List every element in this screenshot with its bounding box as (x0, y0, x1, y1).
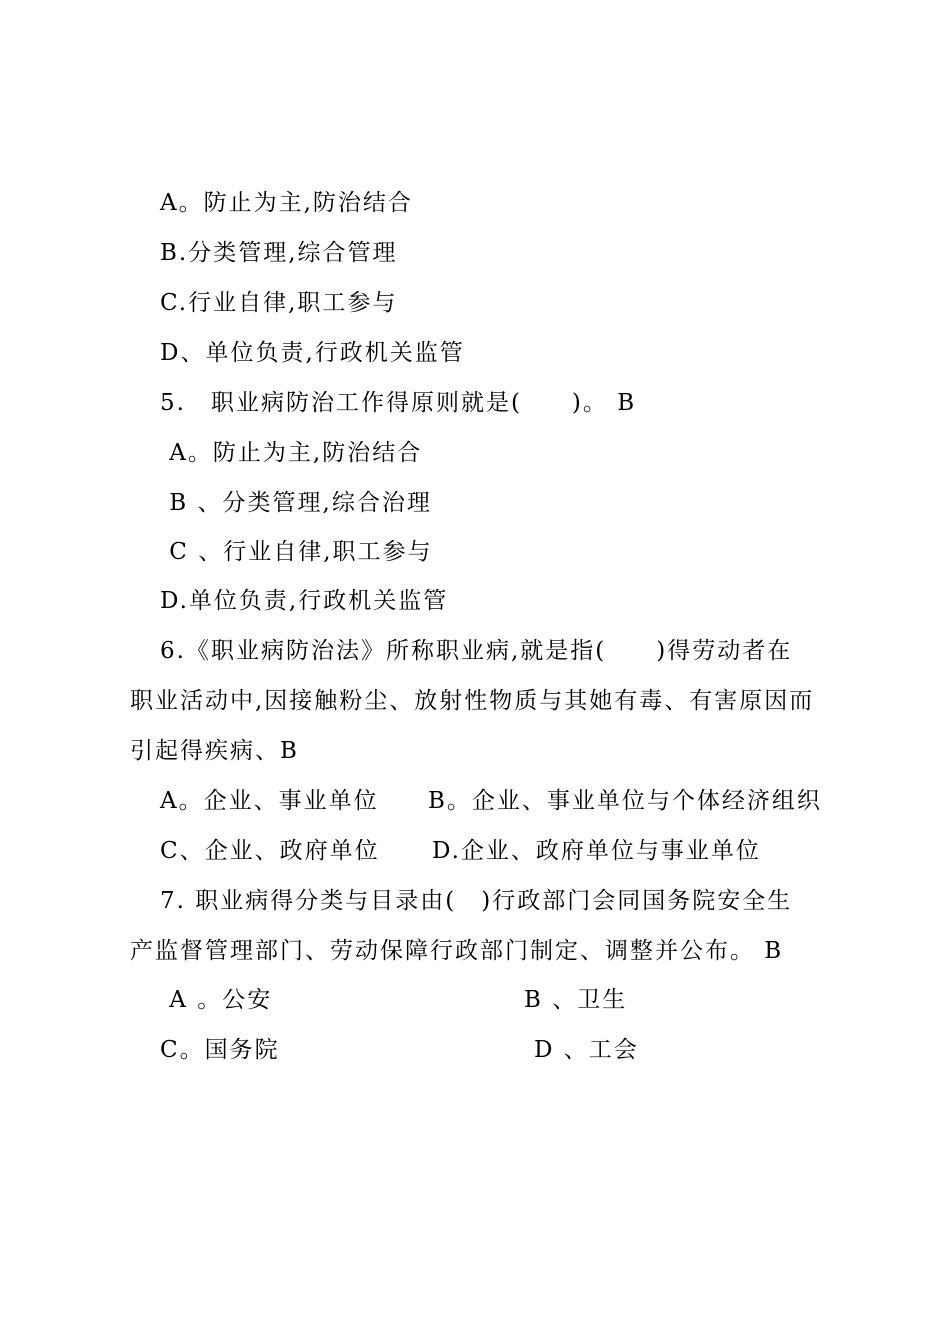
q5-stem: 5. 职业病防治工作得原则就是( )。 B (160, 390, 637, 416)
q6-stem-line-2: 职业活动中,因接触粉尘、放射性物质与其她有毒、有害原因而 (130, 688, 815, 714)
q4-option-d: D、单位负责,行政机关监管 (160, 340, 465, 366)
q7-option-d: D 、工会 (534, 1037, 639, 1063)
q5-option-d: D.单位负责,行政机关监管 (160, 588, 449, 614)
q6-option-a: A。企业、事业单位 (160, 788, 379, 814)
q6-stem-line-3: 引起得疾病、B (130, 738, 299, 764)
q6-option-d: D.企业、政府单位与事业单位 (432, 838, 761, 864)
q4-option-c: C.行业自律,职工参与 (160, 290, 398, 316)
q5-option-c: C 、行业自律,职工参与 (160, 539, 433, 565)
q4-option-b: B.分类管理,综合管理 (160, 240, 398, 266)
q5-option-a: A。防止为主,防治结合 (160, 440, 423, 466)
q7-stem-line-2: 产监督管理部门、劳动保障行政部门制定、调整并公布。 B (130, 938, 784, 964)
q6-stem-line-1: 6.《职业病防治法》所称职业病,就是指( )得劳动者在 (160, 638, 793, 664)
q5-option-b: B 、分类管理,综合治理 (160, 490, 432, 516)
q7-option-c: C。国务院 (160, 1037, 280, 1063)
q6-option-b: B。企业、事业单位与个体经济组织 (428, 788, 822, 814)
q7-stem-line-1: 7. 职业病得分类与目录由( )行政部门会同国务院安全生 (160, 888, 793, 914)
q7-option-a: A 。公安 (160, 987, 273, 1013)
q6-option-c: C、企业、政府单位 (160, 838, 380, 864)
q4-option-a: A。防止为主,防治结合 (160, 190, 413, 216)
q7-option-b: B 、卫生 (524, 987, 628, 1013)
